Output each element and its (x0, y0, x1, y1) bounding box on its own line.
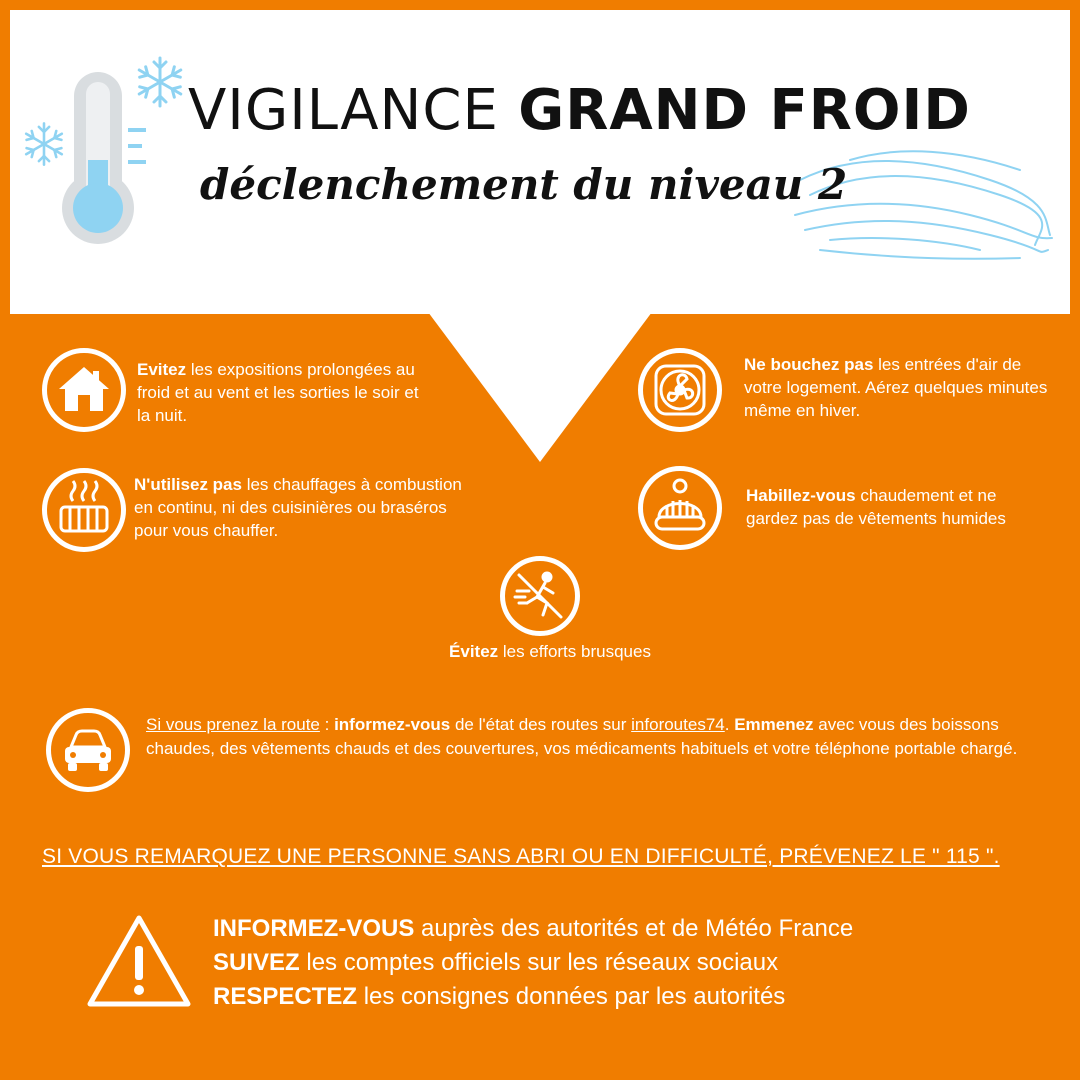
tip-aeration (744, 353, 1054, 422)
route-text2: . (724, 715, 735, 734)
tip-habillement-text: chaudement et ne gardez pas de vêtements humides (746, 486, 1006, 528)
final-text: les consignes données par les autorités (357, 983, 786, 1010)
warning-icon (84, 910, 194, 1012)
route-link-inforoutes[interactable]: inforoutes74 (631, 715, 725, 734)
route-text3: avec vous des boissons chaudes, des vêtements chauds et des couvertures, vos médicaments habituels et votre téléphone portable chargé. (146, 715, 1018, 758)
tip-habillement-strong: Habillez-vous (746, 486, 856, 505)
tip-efforts-strong: Évitez (449, 642, 499, 661)
final-strong: SUIVEZ (213, 949, 300, 976)
snowflake-icon (20, 120, 68, 168)
tip-route (146, 713, 1046, 761)
no-running-icon (500, 556, 580, 636)
route-sep: : (319, 715, 335, 734)
beanie-icon (638, 466, 722, 550)
tip-chauffages-strong: N'utilisez pas (134, 475, 242, 494)
tip-aeration-strong: Ne bouchez pas (744, 355, 874, 374)
final-text: les comptes officiels sur les réseaux sociaux (299, 949, 779, 976)
fan-icon (638, 348, 722, 432)
route-strong-emmenez: Emmenez (734, 715, 814, 734)
tip-expositions-strong: Evitez (137, 360, 187, 379)
title-bold: GRAND FROID (518, 78, 971, 143)
route-strong-informez: informez-vous (334, 715, 451, 734)
car-icon (46, 708, 130, 792)
tip-habillement (746, 484, 1046, 530)
house-icon (42, 348, 126, 432)
alert-115: SI VOUS REMARQUEZ UNE PERSONNE SANS ABRI OU EN DIFFICULTÉ, PRÉVENEZ LE " 115 ". (42, 845, 1000, 868)
page-title (188, 70, 1068, 147)
final-strong: RESPECTEZ (213, 983, 358, 1010)
route-link-prenez[interactable]: Si vous prenez la route (146, 715, 320, 734)
tip-aeration-text: les entrées d'air de votre logement. Aérez quelques minutes même en hiver. (744, 355, 1048, 420)
final-text: auprès des autorités et de Météo France (414, 915, 854, 942)
title-light: VIGILANCE (188, 78, 499, 143)
tip-efforts-text: les efforts brusques (498, 642, 651, 661)
tip-expositions-text: les expositions prolongées au froid et au vent et les sorties le soir et la nuit. (137, 360, 419, 425)
tip-chauffages-text: les chauffages à combustion en continu, ni des cuisinières ou braséros pour vous chauffer. (134, 475, 462, 540)
tip-efforts (440, 640, 660, 663)
final-strong: INFORMEZ-VOUS (213, 915, 415, 942)
final-line-respectez (213, 980, 853, 1014)
snowflake-icon (132, 54, 188, 110)
radiator-icon (42, 468, 126, 552)
final-line-suivez (213, 946, 853, 980)
tip-expositions (137, 358, 427, 427)
page-subtitle: déclenchement du niveau 2 (200, 160, 848, 209)
route-text1: de l'état des routes sur (450, 715, 632, 734)
final-instructions (213, 912, 853, 1014)
tip-chauffages (134, 473, 479, 542)
final-line-informez (213, 912, 853, 946)
